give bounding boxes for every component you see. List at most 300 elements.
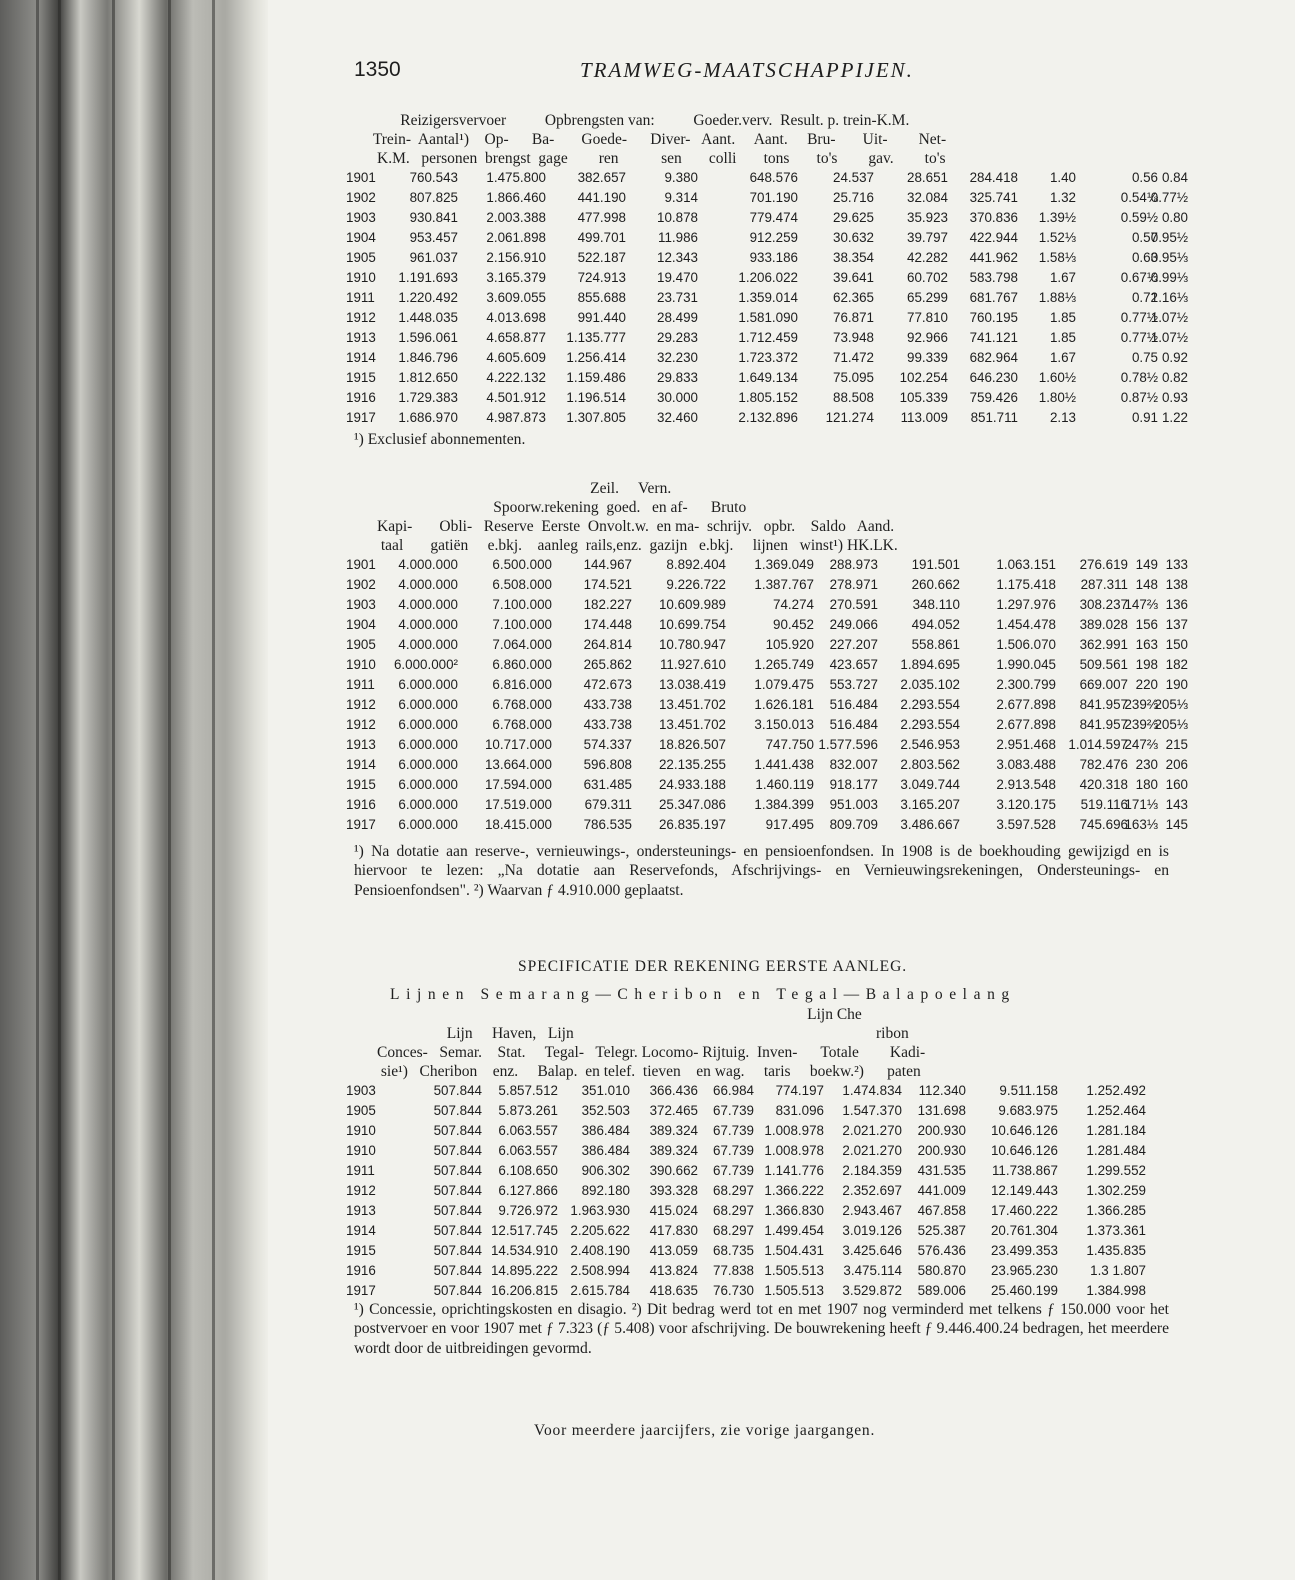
table-cell: 1.626.181 [754,697,814,712]
table-cell: 39.797 [907,230,948,245]
table-cell: 786.535 [583,817,632,832]
table-cell: 507.844 [433,1243,482,1258]
year-cell: 1912 [346,310,376,325]
table-cell: 553.727 [829,677,878,692]
table-cell: 507.844 [433,1203,482,1218]
table-cell: 390.662 [649,1163,698,1178]
table-cell: 278.971 [829,577,878,592]
table-cell: 961.037 [409,250,458,265]
table-cell: 6.000.000² [393,657,458,672]
table-cell: 441.190 [577,190,626,205]
closing-note: Voor meerdere jaarcijfers, zie vorige jaargangen. [534,1422,876,1439]
table-cell: 4.605.609 [486,350,546,365]
table-cell: 0.54⅛ [1120,190,1158,205]
year-cell: 1917 [346,410,376,425]
table-cell: 148 [1135,577,1158,592]
table-cell: 3.049.744 [900,777,960,792]
table-cell: 7.064.000 [492,637,552,652]
table-cell: 68.735 [713,1243,754,1258]
table-cell: 4.000.000 [398,637,458,652]
table-cell: 2.951.468 [996,737,1056,752]
table-cell: 2.021.270 [842,1143,902,1158]
table-cell: 4.000.000 [398,557,458,572]
table-cell: 417.830 [649,1223,698,1238]
table-cell: 370.836 [969,210,1018,225]
table-cell: 0.75 [1131,350,1158,365]
table-cell: 441.009 [917,1183,966,1198]
table-row [346,190,1186,210]
table-cell: 724.913 [577,270,626,285]
table-cell: 0.87½ [1120,390,1158,405]
table-cell: 9.726.972 [498,1203,558,1218]
table-cell: 413.059 [649,1243,698,1258]
table-cell: 3.019.126 [842,1223,902,1238]
table-cell: 1.596.061 [398,330,458,345]
table-cell: 3.486.667 [900,817,960,832]
table-row [346,657,1186,677]
table-cell: 431.535 [917,1163,966,1178]
table-cell: 0.99⅓ [1150,270,1188,285]
table-cell: 648.576 [749,170,798,185]
table1-footnote: ¹) Exclusief abonnementen. [354,431,526,448]
table-cell: 1.175.418 [996,577,1056,592]
table-cell: 2.156.910 [486,250,546,265]
table-cell: 422.944 [969,230,1018,245]
table-row [346,170,1186,190]
table-cell: 3.165.207 [900,797,960,812]
table-cell: 0.82 [1161,370,1188,385]
table-cell: 4.222.132 [486,370,546,385]
table-cell: 679.311 [584,797,632,812]
table-cell: 138 [1165,577,1188,592]
table-cell: 831.096 [775,1103,824,1118]
table-cell: 507.844 [433,1083,482,1098]
year-cell: 1904 [346,230,376,245]
table-cell: 1.196.514 [566,390,626,405]
table-cell: 0.56 [1131,170,1158,185]
table-cell: 8.892.404 [666,557,726,572]
table-cell: 2.615.784 [570,1283,630,1298]
table-cell: 6.508.000 [492,577,552,592]
table-cell: 4.658.877 [486,330,546,345]
table-cell: 32.084 [907,190,948,205]
table-cell: 1.67 [1049,270,1076,285]
table-cell: 249.066 [829,617,878,632]
table-row [346,1083,1186,1103]
year-cell: 1901 [346,170,376,185]
table-header-line: Trein- Aantal¹) Op- Ba- Goede- Diver- Aant. Aant. Bru- Uit- Net- [346,131,947,148]
table-cell: 13.038.419 [658,677,726,692]
table-cell: 24.933.188 [658,777,726,792]
table-cell: 42.282 [907,250,948,265]
table-cell: 77.810 [907,310,948,325]
table-cell: 807.825 [409,190,458,205]
table-cell: 1.547.370 [842,1103,902,1118]
table-cell: 589.006 [917,1283,966,1298]
table-cell: 190 [1165,677,1188,692]
table-cell: 4.501.912 [486,390,546,405]
table-row [346,797,1186,817]
table-cell: 1.963.930 [570,1203,630,1218]
table-cell: 2.132.896 [738,410,798,425]
table-cell: 509.561 [1079,657,1128,672]
table-cell: 102.254 [899,370,948,385]
table-row [346,1263,1186,1283]
table-cell: 66.984 [713,1083,754,1098]
table-cell: 13.451.702 [658,697,726,712]
table-header-line: Spoorw.rekening goed. en af- Bruto [346,499,747,516]
table-cell: 2.352.697 [842,1183,902,1198]
table-cell: 10.646.126 [990,1123,1058,1138]
table-header-line: Lijn Haven, Lijn ribon [346,1025,909,1042]
table-cell: 156 [1135,617,1158,632]
table-cell: 205⅓ [1154,717,1188,732]
table-cell: 23.731 [657,290,698,305]
table-cell: 423.657 [829,657,878,672]
table-cell: 17.460.222 [990,1203,1058,1218]
table-cell: 11.738.867 [991,1163,1058,1178]
table-cell: 174.448 [583,617,632,632]
table-cell: 741.121 [969,330,1018,345]
table-cell: 2.184.359 [842,1163,902,1178]
table-cell: 6.000.000 [398,717,458,732]
table-cell: 0.77½ [1120,330,1158,345]
table-cell: 3.120.175 [996,797,1056,812]
table-cell: 760.543 [409,170,458,185]
table-cell: 389.324 [649,1143,698,1158]
year-cell: 1914 [346,350,376,365]
table-cell: 145 [1165,817,1188,832]
table-row [346,577,1186,597]
table-cell: 507.844 [433,1283,482,1298]
table-cell: 19.470 [657,270,698,285]
table-cell: 198 [1135,657,1158,672]
table-cell: 386.484 [581,1123,630,1138]
table-cell: 393.328 [649,1183,698,1198]
table-cell: 3.529.872 [842,1283,902,1298]
table-row [346,1123,1186,1143]
table-cell: 22.135.255 [658,757,726,772]
table-cell: 1.649.134 [738,370,798,385]
table-cell: 1.67 [1049,350,1076,365]
table-cell: 841.957 [1079,697,1128,712]
table-cell: 3.609.055 [486,290,546,305]
table-cell: 276.619 [1079,557,1128,572]
table-row [346,1183,1186,1203]
table-cell: 0.57 [1131,230,1158,245]
table-cell: 415.024 [649,1203,698,1218]
table-cell: 2.943.467 [842,1203,902,1218]
table-cell: 270.591 [829,597,878,612]
table-cell: 0.77½ [1120,310,1158,325]
table-cell: 745.696 [1079,817,1128,832]
table-cell: 933.186 [749,250,798,265]
table-row [346,1103,1186,1123]
table-cell: 32.230 [657,350,698,365]
table-row [346,617,1186,637]
table-row [346,250,1186,270]
table-row [346,350,1186,370]
table-cell: 5.873.261 [498,1103,558,1118]
table-cell: 2.293.554 [900,697,960,712]
table-cell: 507.844 [433,1223,482,1238]
table-header-line: Reizigersvervoer Opbrengsten van: Goeder.verv. Result. p. trein-K.M. [346,112,910,129]
table-cell: 0.72 [1131,290,1158,305]
table-cell: 4.000.000 [398,597,458,612]
specification-footnote: ¹) Concessie, oprichtingskosten en disagio. ²) Dit bedrag werd tot en met 1907 nog verminderd met telkens ƒ 150.000 voor het postvervoer en voor 1907 met ƒ 7.323 (ƒ 5.408) voor afschrijving. De bouwrekening heeft ƒ 9.446.400.24 bedragen, het meerdere wordt door de uitbreidingen gevormd. [354,1301,1169,1357]
table-cell: 67.739 [713,1163,754,1178]
table-cell: 14.534.910 [490,1243,558,1258]
table-cell: 18.415.000 [484,817,552,832]
table-cell: 227.207 [829,637,878,652]
table-cell: 525.387 [917,1223,966,1238]
year-cell: 1911 [346,677,375,692]
table-cell: 205⅓ [1154,697,1188,712]
table-cell: 38.354 [833,250,874,265]
table-cell: 477.998 [577,210,626,225]
table-cell: 174.521 [583,577,632,592]
table-body [346,170,1186,430]
year-cell: 1913 [346,737,376,752]
table-cell: 1.373.361 [1086,1223,1146,1238]
table-cell: 25.460.199 [990,1283,1058,1298]
table-cell: 144.967 [583,557,632,572]
table-cell: 1.58⅓ [1038,250,1076,265]
year-cell: 1915 [346,370,376,385]
table-cell: 288.973 [829,557,878,572]
table-cell: 1.256.414 [566,350,626,365]
table-cell: 2.035.102 [900,677,960,692]
table-cell: 200.930 [917,1143,966,1158]
table-cell: 136 [1165,597,1188,612]
table-cell: 782.476 [1079,757,1128,772]
table-cell: 580.870 [917,1263,966,1278]
year-cell: 1910 [346,1123,376,1138]
table-row [346,737,1186,757]
table-cell: 25.716 [833,190,874,205]
table-cell: 558.861 [911,637,960,652]
table-cell: 779.474 [749,210,798,225]
year-cell: 1903 [346,597,376,612]
table-cell: 1.729.383 [398,390,458,405]
table-cell: 14.895.222 [490,1263,558,1278]
spine-page-edge [36,0,39,1580]
table-cell: 6.000.000 [398,817,458,832]
table-cell: 1.307.805 [566,410,626,425]
table-cell: 1.812.650 [398,370,458,385]
table-cell: 2.205.622 [570,1223,630,1238]
table-cell: 32.460 [657,410,698,425]
table-cell: 1.686.970 [398,410,458,425]
table-cell: 137 [1165,617,1188,632]
table-cell: 574.337 [583,737,632,752]
table-cell: 516.484 [829,717,878,732]
table-cell: 362.991 [1079,637,1128,652]
table-cell: 71.472 [833,350,874,365]
table-row [346,1203,1186,1223]
table-cell: 2.300.799 [996,677,1056,692]
table-cell: 0.84 [1161,170,1188,185]
table-cell: 2.003.388 [486,210,546,225]
table-cell: 1.366.222 [764,1183,824,1198]
table-cell: 16.206.815 [490,1283,558,1298]
table-cell: 0.93 [1161,390,1188,405]
table-cell: 507.844 [433,1103,482,1118]
table-cell: 1.435.835 [1086,1243,1146,1258]
table-cell: 2.061.898 [486,230,546,245]
spine-page-edge [212,0,215,1580]
table-cell: 1.384.399 [754,797,814,812]
table-cell: 1.499.454 [764,1223,824,1238]
table-cell: 1.454.478 [996,617,1056,632]
table-cell: 143 [1165,797,1188,812]
table-cell: 11.927.610 [659,657,726,672]
table-cell: 68.297 [713,1203,754,1218]
table-cell: 1.252.464 [1086,1103,1146,1118]
table-cell: 150 [1165,637,1188,652]
table-cell: 1.191.693 [398,270,458,285]
table-cell: 10.717.000 [484,737,552,752]
table-cell: 494.052 [911,617,960,632]
table-row [346,697,1186,717]
table-cell: 88.508 [833,390,874,405]
table-row [346,1223,1186,1243]
table-cell: 906.302 [581,1163,630,1178]
table-cell: 112.340 [918,1083,966,1098]
table-cell: 832.007 [829,757,878,772]
table-row [346,330,1186,350]
table-cell: 265.862 [583,657,632,672]
table-cell: 596.808 [583,757,632,772]
table-cell: 0.77½ [1150,190,1188,205]
year-cell: 1916 [346,1263,376,1278]
table-cell: 1.723.372 [738,350,798,365]
table-cell: 10.699.754 [658,617,726,632]
year-cell: 1914 [346,1223,376,1238]
table-cell: 26.835.197 [658,817,726,832]
table-row [346,210,1186,230]
table-cell: 20.761.304 [990,1223,1058,1238]
year-cell: 1912 [346,717,376,732]
table-cell: 6.000.000 [398,797,458,812]
table-cell: 200.930 [917,1123,966,1138]
table-cell: 433.738 [583,717,632,732]
table-cell: 77.838 [713,1263,754,1278]
table-cell: 1.712.459 [738,330,798,345]
table-cell: 1.265.749 [754,657,814,672]
table-row [346,230,1186,250]
spine-page-edge [112,0,115,1580]
table-row [346,777,1186,797]
table-header-line: Conces- Semar. Stat. Tegal- Telegr. Locomo- Rijtuig. Inven- Totale Kadi- [346,1044,926,1061]
table-cell: 30.632 [833,230,874,245]
table-cell: 519.116 [1080,797,1128,812]
table-cell: 991.440 [577,310,626,325]
spine-page-edge [168,0,171,1580]
table-cell: 472.673 [583,677,632,692]
table-cell: 6.000.000 [398,777,458,792]
table-header-line: taal gatiën e.bkj. aanleg rails,enz. gazijn e.bkj. lijnen winst¹) HK.LK. [346,537,898,554]
table-cell: 851.711 [970,410,1018,425]
year-cell: 1917 [346,817,376,832]
table-cell: 133 [1165,557,1188,572]
table-cell: 576.436 [917,1243,966,1258]
table-cell: 892.180 [581,1183,630,1198]
table-cell: 418.635 [649,1283,698,1298]
table-row [346,390,1186,410]
year-cell: 1915 [346,1243,376,1258]
table-cell: 1.88⅓ [1038,290,1076,305]
table-cell: 13.664.000 [484,757,552,772]
table-cell: 1.220.492 [398,290,458,305]
table-cell: 12.149.443 [990,1183,1058,1198]
table-cell: 1.85 [1049,310,1076,325]
year-cell: 1913 [346,330,376,345]
table-cell: 6.108.650 [498,1163,558,1178]
table-row [346,310,1186,330]
table-cell: 855.688 [577,290,626,305]
table-cell: 5.857.512 [498,1083,558,1098]
table-cell: 1.441.438 [754,757,814,772]
table-cell: 308.237 [1079,597,1128,612]
table-cell: 1.297.976 [996,597,1056,612]
year-cell: 1901 [346,557,376,572]
table-cell: 4.000.000 [398,617,458,632]
year-cell: 1915 [346,777,376,792]
table-row [346,597,1186,617]
table-cell: 92.966 [907,330,948,345]
table-body [346,557,1186,837]
table-cell: 6.768.000 [492,717,552,732]
table-cell: 0.59½ [1120,210,1158,225]
table-cell: 6.000.000 [398,697,458,712]
table-cell: 264.814 [583,637,632,652]
table-cell: 25.347.086 [658,797,726,812]
table-cell: 2.677.898 [996,717,1056,732]
table-cell: 12.343 [657,250,698,265]
table-cell: 6.000.000 [398,757,458,772]
year-cell: 1916 [346,797,376,812]
table-cell: 1.577.596 [818,737,878,752]
table-cell: 220 [1135,677,1158,692]
year-cell: 1911 [346,1163,375,1178]
table-cell: 1.894.695 [900,657,960,672]
year-cell: 1911 [346,290,375,305]
table-cell: 1.39½ [1038,210,1076,225]
year-cell: 1910 [346,657,376,672]
specification-table [346,1006,1186,1306]
table-cell: 24.537 [833,170,874,185]
table-cell: 1.366.285 [1086,1203,1146,1218]
table-cell: 10.878 [657,210,698,225]
year-cell: 1904 [346,617,376,632]
table-cell: 522.187 [577,250,626,265]
table-cell: 0.78½ [1120,370,1158,385]
year-cell: 1910 [346,1143,376,1158]
lines-heading: Lijnen Semarang—Cheribon en Tegal—Balapoelang [390,986,1016,1003]
table-cell: 284.418 [969,170,1018,185]
table-cell: 1.359.014 [738,290,798,305]
table-cell: 352.503 [581,1103,630,1118]
table-cell: 433.738 [583,697,632,712]
table-cell: 28.499 [657,310,698,325]
table-cell: 1.581.090 [738,310,798,325]
table-cell: 1.014.597 [1068,737,1128,752]
table-cell: 631.485 [583,777,632,792]
table-cell: 68.297 [713,1183,754,1198]
table-cell: 149 [1135,557,1158,572]
table-cell: 499.701 [577,230,626,245]
